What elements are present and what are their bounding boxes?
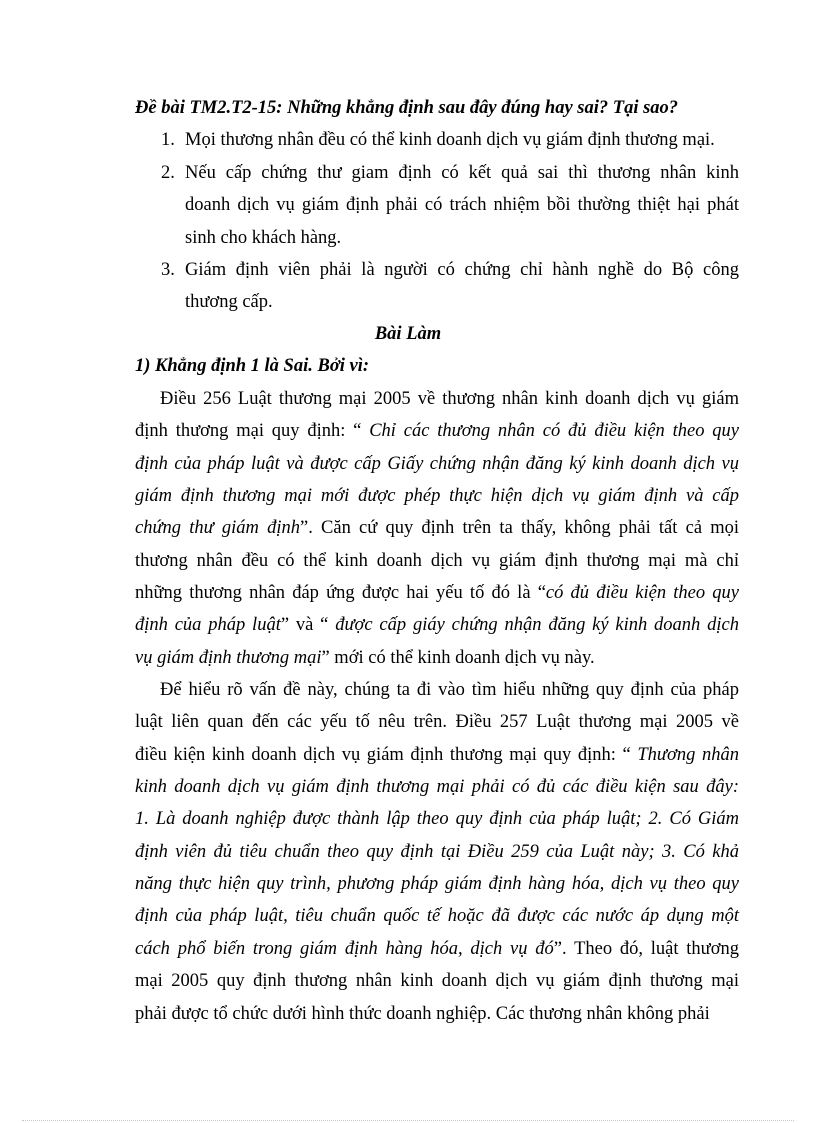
quoted-text: được cấp giáy chứng nhận đăng ký kinh doanh dịch — [335, 615, 739, 636]
body-text: ”. Theo đó, luật thương — [553, 938, 739, 959]
body-text: thương nhân đều có thể kinh doanh dịch vụ giám định thương mại mà chỉ — [135, 550, 739, 571]
body-text: ” mới có thể kinh doanh dịch vụ này. — [321, 647, 595, 668]
paragraph-line — [135, 420, 739, 442]
exercise-heading: Đề bài TM2.T2-15: Những khẳng định sau đây đúng hay sai? Tại sao? — [135, 98, 679, 118]
body-text: Điều 256 Luật thương mại 2005 về thương nhân kinh doanh dịch vụ giám — [160, 389, 739, 409]
paragraph-line — [135, 841, 739, 863]
question-text-line: thương cấp. — [185, 292, 273, 313]
quoted-text: 1. Là doanh nghiệp được thành lập theo quy định của pháp luật; 2. Có Giám — [135, 809, 739, 830]
paragraph-line — [135, 905, 739, 927]
body-text: phải được tổ chức dưới hình thức doanh nghiệp. Các thương nhân không phải — [135, 1003, 710, 1024]
paragraph-line — [135, 1003, 739, 1025]
question-number: 3. — [161, 260, 175, 280]
quoted-text: định viên đủ tiêu chuẩn theo quy định tại Điều 259 của Luật này; 3. Có khả — [135, 841, 739, 862]
paragraph-line — [135, 970, 739, 992]
paragraph-line — [135, 647, 739, 669]
quoted-text: có đủ điều kiện theo quy — [545, 583, 739, 604]
paragraph-line — [160, 388, 739, 410]
quoted-text: Thương nhân — [637, 744, 739, 765]
body-text: ”. Căn cứ quy định trên ta thấy, không phải tất cả mọi — [300, 518, 739, 539]
quoted-text: vụ giám định thương mại — [135, 647, 322, 668]
question-number: 2. — [161, 163, 175, 183]
paragraph-line — [135, 453, 739, 475]
question-text-line: doanh dịch vụ giám định phải có trách nhiệm bồi thường thiệt hại phát — [185, 195, 739, 216]
question-text-line: Giám định viên phải là người có chứng chỉ hành nghề do Bộ công — [185, 260, 739, 280]
body-text: điều kiện kinh doanh dịch vụ giám định thương mại quy định: “ — [135, 744, 638, 765]
section-title: Bài Làm — [374, 324, 442, 344]
quoted-text: định của pháp luật, tiêu chuẩn quốc tế hoặc đã được các nước áp dụng một — [135, 906, 739, 927]
quoted-text: định của pháp luật và được cấp Giấy chứng nhận đăng ký kinh doanh dịch vụ — [135, 453, 739, 474]
quoted-text: chứng thư giám định — [135, 518, 300, 539]
question-text-line: sinh cho khách hàng. — [185, 227, 342, 248]
paragraph-line — [160, 679, 739, 701]
quoted-text: định của pháp luật — [135, 615, 281, 636]
body-text: Để hiểu rõ vấn đề này, chúng ta đi vào tìm hiểu những quy định của pháp — [160, 680, 739, 700]
quoted-text: Chỉ các thương nhân có đủ điều kiện theo quy — [369, 421, 739, 442]
body-text: ” và “ — [280, 615, 336, 636]
quoted-text: giám định thương mại mới được phép thực hiện dịch vụ giám định và cấp — [135, 486, 739, 507]
body-text: mại 2005 quy định thương nhân kinh doanh dịch vụ giám định thương mại — [135, 971, 739, 992]
paragraph-line — [135, 938, 739, 960]
question-text-line: Mọi thương nhân đều có thể kinh doanh dịch vụ giám định thương mại. — [185, 130, 715, 150]
paragraph-line — [135, 517, 739, 539]
answer-1-heading: 1) Khẳng định 1 là Sai. Bởi vì: — [135, 356, 370, 376]
paragraph-line — [135, 485, 739, 507]
paragraph-line — [135, 808, 739, 830]
quoted-text: năng thực hiện quy trình, phương pháp giám định hàng hóa, dịch vụ theo quy — [135, 874, 739, 895]
question-text-line: Nếu cấp chứng thư giam định có kết quả sai thì thương nhân kinh — [185, 163, 739, 183]
body-text: những thương nhân đáp ứng được hai yếu tố đó là “ — [135, 583, 546, 604]
paragraph-line — [135, 744, 739, 766]
paragraph-line — [135, 614, 739, 636]
paragraph-line — [135, 550, 739, 572]
paragraph-line — [135, 776, 739, 798]
quoted-text: cách phổ biến trong giám định hàng hóa, dịch vụ đó — [135, 938, 554, 959]
page-bottom-rule — [22, 1120, 794, 1121]
paragraph-line — [135, 582, 739, 604]
paragraph-line — [135, 873, 739, 895]
quoted-text: kinh doanh dịch vụ giám định thương mại phải có đủ các điều kiện sau đây: — [135, 777, 739, 798]
question-number: 1. — [161, 130, 175, 150]
paragraph-line — [135, 711, 739, 733]
body-text: định thương mại quy định: “ — [135, 421, 370, 442]
body-text: luật liên quan đến các yếu tố nêu trên. Điều 257 Luật thương mại 2005 về — [135, 712, 739, 733]
